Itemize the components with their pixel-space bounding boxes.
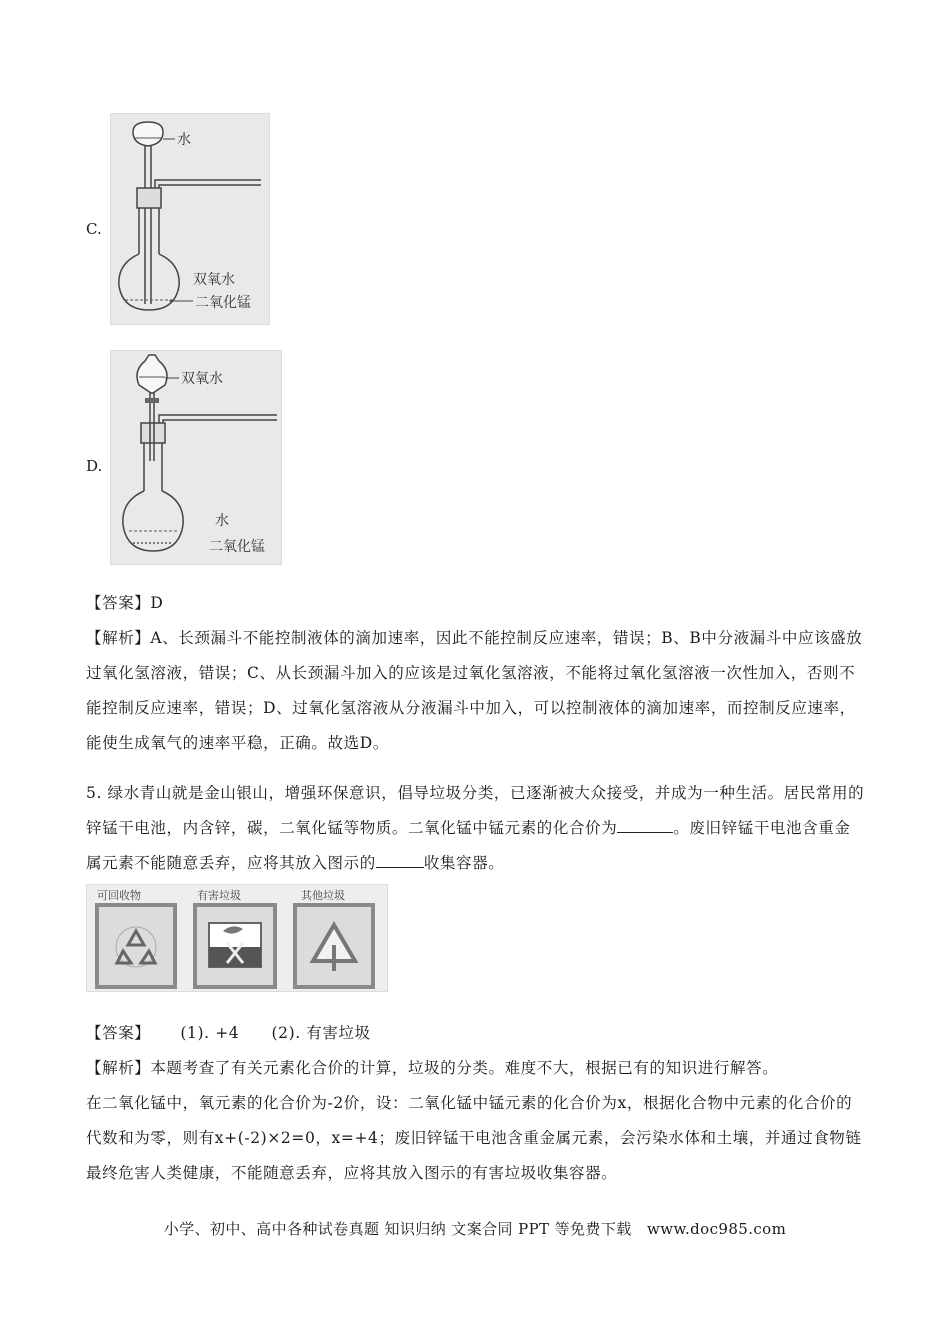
question-5 <box>86 776 866 881</box>
analysis-2-line1: 本题考查了有关元素化合价的计算，垃圾的分类。难度不大，根据已有的知识进行解答。 <box>150 1059 779 1077</box>
bin-2-label: 有害垃圾 <box>197 889 241 902</box>
bin-3-label: 其他垃圾 <box>301 889 345 902</box>
figure-c-label-middle: 双氧水 <box>193 272 235 288</box>
analysis-1 <box>86 621 866 761</box>
option-d-label: D. <box>86 457 103 475</box>
figure-d-label-top: 双氧水 <box>181 371 223 387</box>
question-5-part2: 。废旧锌锰干电池含重金属元素不能随意丢弃，应将其放入图示的 <box>86 819 851 872</box>
answer-2 <box>86 1016 866 1051</box>
answer-2-tag: 【答案】 <box>86 1024 151 1042</box>
hazardous-icon <box>209 923 261 967</box>
answer-1-text: D <box>150 594 164 612</box>
figure-c-label-top: 水 <box>177 132 191 148</box>
analysis-2-paragraph: 在二氧化锰中，氧元素的化合价为-2价，设：二氧化锰中锰元素的化合价为x，根据化合物中元素的化合价的代数和为零，则有x+(-2)×2=0，x=+4；废旧锌锰干电池含重金属元素，会污染水体和土壤，并通过食物链最终危害人类健康，不能随意丢弃，应将其放入图示的有害垃圾收集容器。 <box>86 1094 862 1182</box>
answer-blank-2 <box>376 851 424 868</box>
question-5-part3: 收集容器。 <box>423 854 505 872</box>
page-footer: 小学、初中、高中各种试卷真题 知识归纳 文案合同 PPT 等免费下载 www.doc985.com <box>163 1220 787 1238</box>
waste-bins-figure <box>86 884 388 992</box>
figure-d-label-middle: 水 <box>215 513 229 529</box>
apparatus-c-figure <box>110 113 270 325</box>
answer-2-text: (1). +4 (2). 有害垃圾 <box>180 1024 371 1042</box>
analysis-2 <box>86 1051 866 1086</box>
bin-1-label: 可回收物 <box>97 889 141 902</box>
question-5-part1: 5. 绿水青山就是金山银山，增强环保意识，倡导垃圾分类，已逐渐被大众接受，并成为一种生活。居民常用的锌锰干电池，内含锌，碳，二氧化锰等物质。二氧化锰中锰元素的化合价为 <box>86 784 865 837</box>
apparatus-d-figure <box>110 350 282 565</box>
figure-d-label-bottom: 二氧化锰 <box>209 539 265 555</box>
figure-c-label-bottom: 二氧化锰 <box>195 295 251 311</box>
option-c-label: C. <box>86 220 102 238</box>
answer-1-tag: 【答案】 <box>86 594 151 612</box>
answer-1 <box>86 586 866 621</box>
answer-blank-1 <box>617 816 673 833</box>
analysis-2-tag: 【解析】 <box>86 1059 151 1077</box>
analysis-1-tag: 【解析】 <box>86 629 151 647</box>
analysis-1-text: A、长颈漏斗不能控制液体的滴加速率，因此不能控制反应速率，错误；B、B中分液漏斗中应该盛放过氧化氢溶液，错误；C、从长颈漏斗加入的应该是过氧化氢溶液，不能将过氧化氢溶液一次性加入，否则不能控制反应速率，错误；D、过氧化氢溶液从分液漏斗中加入，可以控制液体的滴加速率，而控制反应速率，能使生成氧气的速率平稳，正确。故选D。 <box>86 629 863 752</box>
